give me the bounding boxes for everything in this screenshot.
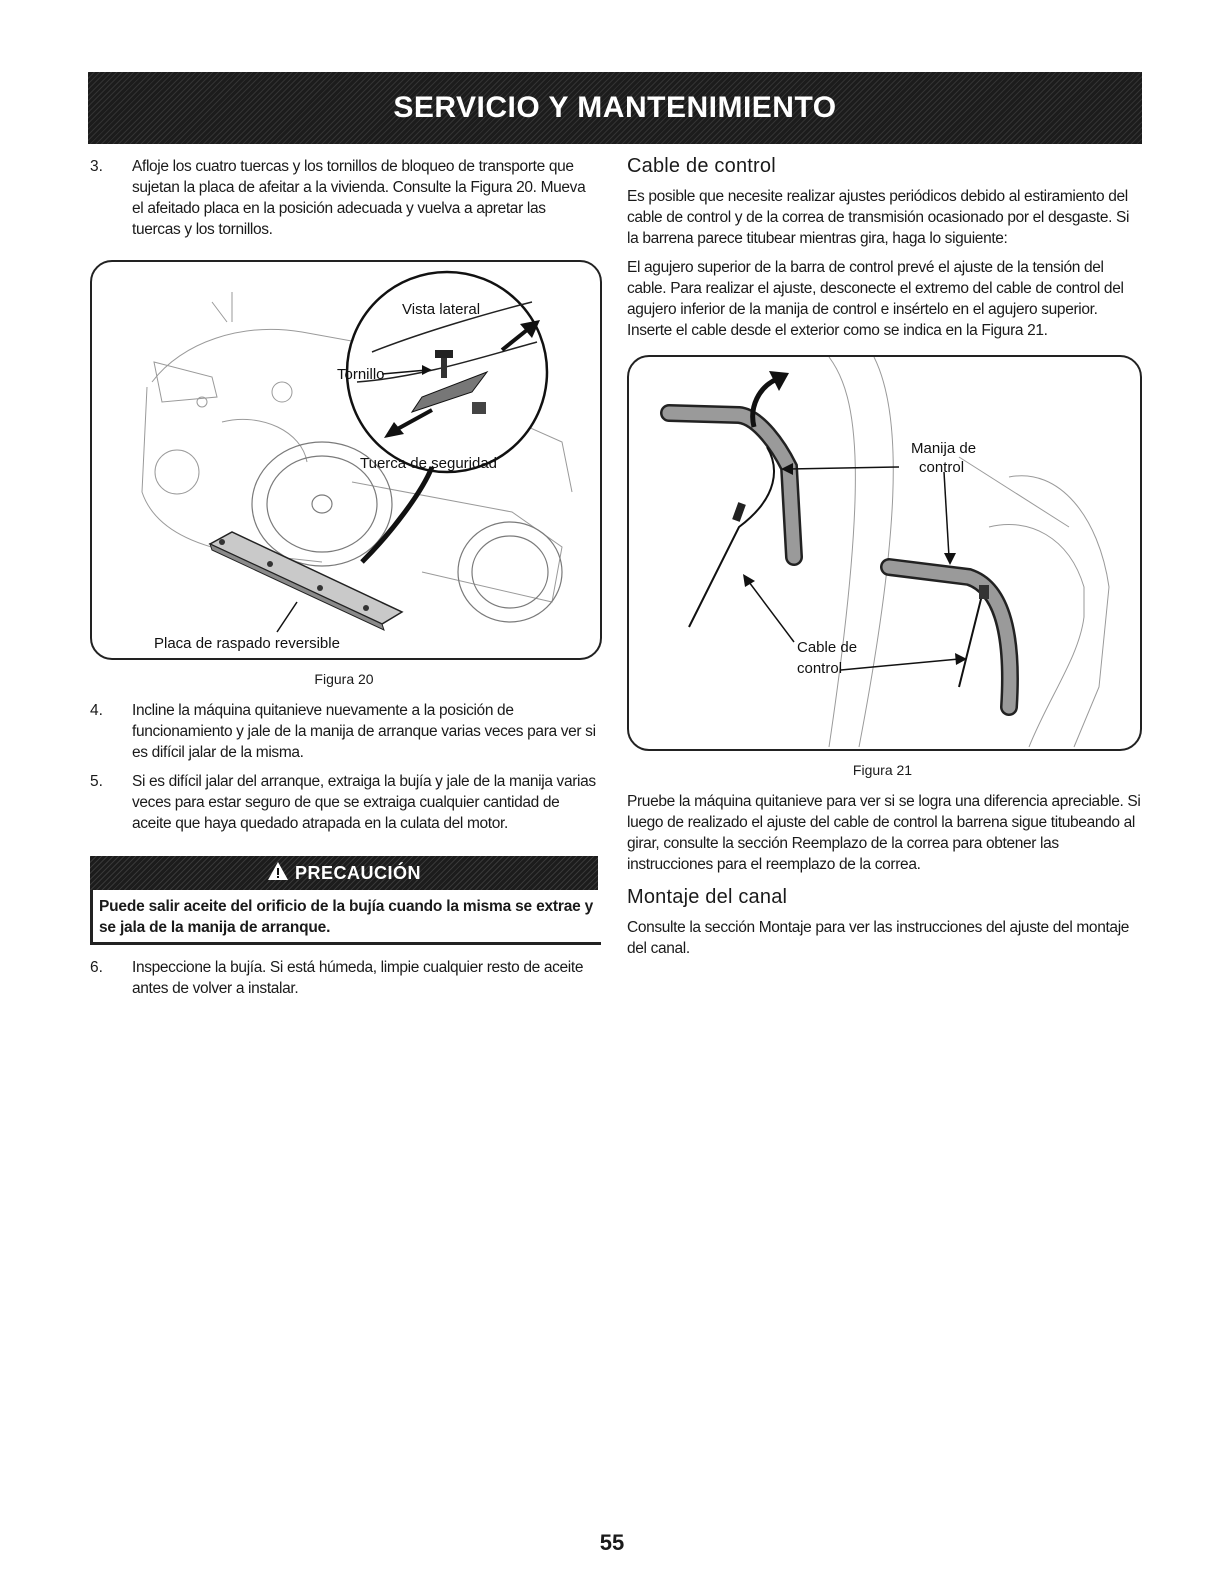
section-banner bbox=[88, 72, 1142, 144]
step-text: Si es difícil jalar del arranque, extraiga la bujía y jale de la manija varias veces para estar seguro de que se extraiga cualquier cantidad de aceite que haya quedado atrapada en la culata del motor. bbox=[132, 773, 596, 832]
label-plate: Placa de raspado reversible bbox=[154, 635, 340, 652]
figure-20-caption: Figura 20 bbox=[314, 671, 374, 687]
figure-21 bbox=[627, 355, 1142, 751]
label-control-handle-1: Manija de bbox=[911, 440, 977, 457]
step-3 bbox=[90, 156, 602, 240]
step-text: Inspeccione la bujía. Si está húmeda, limpie cualquier resto de aceite antes de volver a instalar. bbox=[132, 959, 584, 997]
step-5 bbox=[90, 771, 602, 834]
label-bolt: Tornillo bbox=[337, 366, 385, 383]
step-4 bbox=[90, 700, 602, 763]
figure-20 bbox=[90, 260, 602, 660]
figure-20-illustration bbox=[92, 262, 600, 658]
step-number: 3. bbox=[90, 158, 103, 175]
figure-21-caption: Figura 21 bbox=[852, 762, 913, 778]
label-control-cable-1: Cable de bbox=[797, 639, 858, 656]
caution-box bbox=[90, 856, 602, 945]
caution-header bbox=[90, 856, 598, 890]
label-control-cable-2: control bbox=[797, 660, 843, 677]
step-number: 4. bbox=[90, 702, 103, 719]
heading-chute-assembly: Montaje del canal bbox=[627, 886, 788, 908]
left-column bbox=[90, 150, 602, 999]
paragraph-control-cable-1: Es posible que necesite realizar ajustes periódicos debido al estiramiento del cable de control y de la correa de transmisión ocasionado por el desgaste. Si la barrena parece titubear mientras gira, haga lo siguiente: bbox=[627, 188, 1130, 247]
warning-icon bbox=[267, 861, 289, 886]
section-title: SERVICIO Y MANTENIMIENTO bbox=[393, 91, 837, 124]
page-number: 55 bbox=[599, 1530, 625, 1555]
figure-21-illustration bbox=[629, 357, 1140, 749]
caution-text: Puede salir aceite del orificio de la bujía cuando la misma se extrae y se jala de la manija de arranque. bbox=[90, 890, 601, 945]
label-side-view: Vista lateral bbox=[402, 301, 481, 318]
caution-title: PRECAUCIÓN bbox=[294, 862, 421, 883]
paragraph-chute-assembly: Consulte la sección Montaje para ver las instrucciones del ajuste del montaje del canal. bbox=[627, 919, 1130, 957]
step-6 bbox=[90, 957, 602, 999]
step-text: Afloje los cuatro tuercas y los tornillos de bloqueo de transporte que sujetan la placa de afeitar a la vivienda. Consulte la Figura 20. Mueva el afeitado placa en la posición adecuada y vuelva a apretar las tuercas y los tornillos. bbox=[132, 158, 586, 238]
heading-control-cable: Cable de control bbox=[627, 155, 776, 177]
step-number: 5. bbox=[90, 773, 103, 790]
right-column bbox=[627, 150, 1142, 959]
label-locknut: Tuerca de seguridad bbox=[360, 455, 498, 472]
label-control-handle-2: control bbox=[919, 459, 965, 476]
step-number: 6. bbox=[90, 959, 103, 976]
step-text: Incline la máquina quitanieve nuevamente a la posición de funcionamiento y jale de la manija de arranque varias veces para ver si es difícil jalar de la misma. bbox=[132, 702, 596, 761]
paragraph-control-cable-2: El agujero superior de la barra de control prevé el ajuste de la tensión del cable. Para realizar el ajuste, desconecte el extremo del cable de control del agujero inferior de la manija de control e insértelo en el agujero superior. Inserte el cable desde el exterior como se indica en la Figura 21. bbox=[627, 259, 1124, 339]
paragraph-test: Pruebe la máquina quitanieve para ver si se logra una diferencia apreciable. Si luego de realizado el ajuste del cable de control la barrena sigue titubeando al girar, consulte la sección Reemplazo de la correa para obtener las instrucciones para el reemplazo de la correa. bbox=[627, 793, 1141, 873]
